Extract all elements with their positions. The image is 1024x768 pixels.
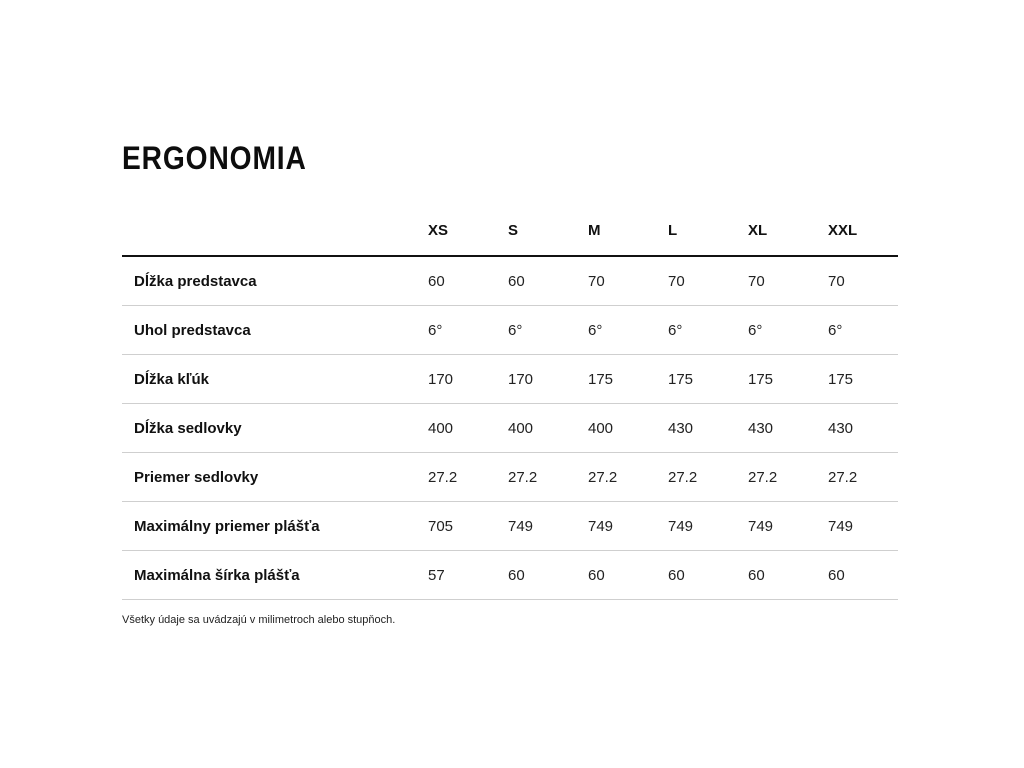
table-cell: 175 bbox=[656, 355, 736, 404]
table-cell: 27.2 bbox=[736, 453, 816, 502]
row-label: Dĺžka sedlovky bbox=[122, 404, 416, 453]
table-cell: 6° bbox=[576, 306, 656, 355]
table-cell: 400 bbox=[576, 404, 656, 453]
row-label: Maximálny priemer plášťa bbox=[122, 502, 416, 551]
table-cell: 60 bbox=[656, 551, 736, 600]
table-cell: 60 bbox=[416, 256, 496, 306]
table-cell: 749 bbox=[736, 502, 816, 551]
size-header-xs: XS bbox=[416, 205, 496, 256]
table-row bbox=[122, 256, 898, 306]
table-cell: 60 bbox=[496, 551, 576, 600]
table-row bbox=[122, 306, 898, 355]
table-cell: 6° bbox=[736, 306, 816, 355]
table-header bbox=[122, 205, 898, 256]
size-header-xxl: XXL bbox=[816, 205, 898, 256]
row-label: Maximálna šírka plášťa bbox=[122, 551, 416, 600]
table-body bbox=[122, 256, 898, 600]
header-corner-cell bbox=[122, 205, 416, 256]
ergonomics-table bbox=[122, 205, 898, 600]
table-row bbox=[122, 453, 898, 502]
table-cell: 170 bbox=[416, 355, 496, 404]
table-cell: 6° bbox=[416, 306, 496, 355]
table-cell: 6° bbox=[496, 306, 576, 355]
row-label: Dĺžka kľúk bbox=[122, 355, 416, 404]
row-label: Uhol predstavca bbox=[122, 306, 416, 355]
table-cell: 27.2 bbox=[576, 453, 656, 502]
table-cell: 60 bbox=[736, 551, 816, 600]
table-cell: 705 bbox=[416, 502, 496, 551]
table-cell: 27.2 bbox=[496, 453, 576, 502]
table-cell: 749 bbox=[656, 502, 736, 551]
table-cell: 70 bbox=[576, 256, 656, 306]
table-cell: 430 bbox=[816, 404, 898, 453]
row-label: Priemer sedlovky bbox=[122, 453, 416, 502]
table-cell: 749 bbox=[496, 502, 576, 551]
units-footnote: Všetky údaje sa uvádzajú v milimetroch alebo stupňoch. bbox=[122, 614, 396, 626]
table-cell: 430 bbox=[736, 404, 816, 453]
section-title: ERGONOMIA bbox=[122, 140, 307, 176]
table-cell: 60 bbox=[496, 256, 576, 306]
table-cell: 57 bbox=[416, 551, 496, 600]
table-cell: 27.2 bbox=[416, 453, 496, 502]
table-cell: 170 bbox=[496, 355, 576, 404]
table-cell: 749 bbox=[816, 502, 898, 551]
table-cell: 27.2 bbox=[816, 453, 898, 502]
table-cell: 175 bbox=[576, 355, 656, 404]
table-cell: 60 bbox=[576, 551, 656, 600]
table-row bbox=[122, 404, 898, 453]
size-header-xl: XL bbox=[736, 205, 816, 256]
table-row bbox=[122, 502, 898, 551]
row-label: Dĺžka predstavca bbox=[122, 256, 416, 306]
table-cell: 6° bbox=[656, 306, 736, 355]
table-cell: 400 bbox=[416, 404, 496, 453]
table-cell: 70 bbox=[816, 256, 898, 306]
table-row bbox=[122, 355, 898, 404]
header-row bbox=[122, 205, 898, 256]
table-cell: 6° bbox=[816, 306, 898, 355]
table-cell: 430 bbox=[656, 404, 736, 453]
table-cell: 60 bbox=[816, 551, 898, 600]
table-row bbox=[122, 551, 898, 600]
table-cell: 749 bbox=[576, 502, 656, 551]
size-header-s: S bbox=[496, 205, 576, 256]
table-cell: 70 bbox=[656, 256, 736, 306]
table-cell: 70 bbox=[736, 256, 816, 306]
size-header-m: M bbox=[576, 205, 656, 256]
table-cell: 400 bbox=[496, 404, 576, 453]
table-cell: 27.2 bbox=[656, 453, 736, 502]
table-cell: 175 bbox=[816, 355, 898, 404]
table-cell: 175 bbox=[736, 355, 816, 404]
size-header-l: L bbox=[656, 205, 736, 256]
